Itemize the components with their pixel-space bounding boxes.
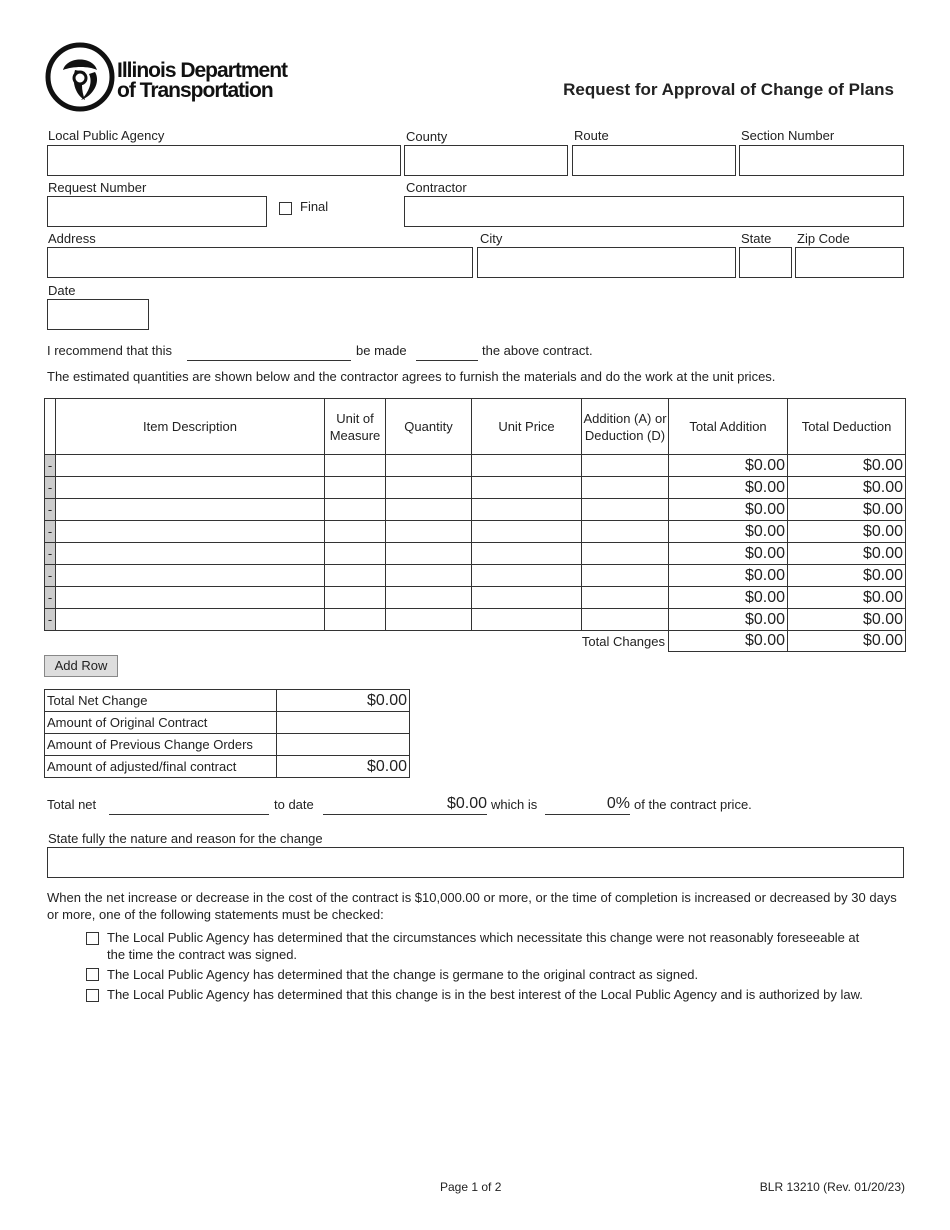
total-deduction-cell: $0.00 xyxy=(788,587,906,609)
total-deduction-cell: $0.00 xyxy=(788,609,906,631)
total-net-type-field[interactable] xyxy=(109,797,269,815)
total-deduction-cell: $0.00 xyxy=(788,565,906,587)
statement-text-1: The Local Public Agency has determined that the circumstances which necessitate this change were not reasonably foreseeable at the time the contract was signed. xyxy=(107,930,860,962)
table-row xyxy=(45,521,906,543)
adjusted-contract-value: $0.00 xyxy=(277,756,410,778)
zip-code-input[interactable] xyxy=(795,247,904,278)
unit-of-measure-cell[interactable] xyxy=(325,499,386,521)
recommend-text-3: the above contract. xyxy=(482,343,593,358)
previous-change-orders-label: Amount of Previous Change Orders xyxy=(45,734,277,756)
total-deduction-cell: $0.00 xyxy=(788,543,906,565)
remove-row-button[interactable]: - xyxy=(45,499,56,521)
total-deduction-cell: $0.00 xyxy=(788,455,906,477)
contract-summary-table xyxy=(44,689,410,778)
quantity-cell[interactable] xyxy=(386,609,472,631)
unit-price-cell[interactable] xyxy=(472,543,582,565)
total-addition-cell: $0.00 xyxy=(669,455,788,477)
request-number-label: Request Number xyxy=(48,180,147,195)
unit-of-measure-cell[interactable] xyxy=(325,565,386,587)
unit-price-cell[interactable] xyxy=(472,455,582,477)
state-label: State xyxy=(741,231,772,246)
total-changes-addition: $0.00 xyxy=(669,631,788,652)
county-input[interactable] xyxy=(404,145,568,176)
quantity-cell[interactable] xyxy=(386,543,472,565)
total-addition-cell: $0.00 xyxy=(669,521,788,543)
state-input[interactable] xyxy=(739,247,792,278)
logo-line-1: Illinois Department xyxy=(117,59,288,82)
date-input[interactable] xyxy=(47,299,149,330)
statement-checkbox-3[interactable] xyxy=(86,989,99,1002)
recommend-text-2: be made xyxy=(356,343,407,358)
route-label: Route xyxy=(574,128,609,143)
table-row xyxy=(45,587,906,609)
contractor-label: Contractor xyxy=(406,180,467,195)
date-label: Date xyxy=(48,283,76,298)
item-description-header: Item Description xyxy=(56,399,325,455)
quantity-cell[interactable] xyxy=(386,587,472,609)
item-description-cell[interactable] xyxy=(56,543,325,565)
address-label: Address xyxy=(48,231,96,246)
unit-price-cell[interactable] xyxy=(472,521,582,543)
address-input[interactable] xyxy=(47,247,473,278)
remove-column-header xyxy=(45,399,56,455)
statements-intro: When the net increase or decrease in the cost of the contract is $10,000.00 or more, or the time of completion is increased or decreased by 30 days or more, one of the following statements must be checked: xyxy=(47,890,897,922)
local-public-agency-input[interactable] xyxy=(47,145,401,176)
total-deduction-cell: $0.00 xyxy=(788,521,906,543)
total-changes-label: Total Changes xyxy=(581,633,665,649)
unit-of-measure-cell[interactable] xyxy=(325,521,386,543)
quantity-cell[interactable] xyxy=(386,455,472,477)
unit-price-header: Unit Price xyxy=(472,399,582,455)
recommend-type-field[interactable] xyxy=(187,343,351,361)
table-row xyxy=(45,455,906,477)
item-description-cell[interactable] xyxy=(56,609,325,631)
idot-emblem-icon xyxy=(45,42,115,112)
estimate-text: The estimated quantities are shown below and the contractor agrees to furnish the materials and do the work at the unit prices. xyxy=(47,369,776,384)
addition-deduction-cell[interactable] xyxy=(582,521,669,543)
local-public-agency-label: Local Public Agency xyxy=(48,128,165,143)
summary-row xyxy=(45,712,410,734)
total-net-change-label: Total Net Change xyxy=(45,690,277,712)
remove-row-button[interactable]: - xyxy=(45,587,56,609)
add-row-button[interactable]: Add Row xyxy=(44,655,118,677)
contractor-input[interactable] xyxy=(404,196,904,227)
zip-code-label: Zip Code xyxy=(797,231,850,246)
quantity-cell[interactable] xyxy=(386,499,472,521)
total-net-change-value: $0.00 xyxy=(277,690,410,712)
addition-deduction-cell[interactable] xyxy=(582,609,669,631)
unit-of-measure-cell[interactable] xyxy=(325,609,386,631)
item-description-cell[interactable] xyxy=(56,521,325,543)
to-date-value: $0.00 xyxy=(323,796,487,815)
quantity-cell[interactable] xyxy=(386,477,472,499)
recommend-text-1: I recommend that this xyxy=(47,343,172,358)
item-description-cell[interactable] xyxy=(56,587,325,609)
recommend-relation-field[interactable] xyxy=(416,343,478,361)
quantity-header: Quantity xyxy=(386,399,472,455)
quantity-cell[interactable] xyxy=(386,521,472,543)
addition-deduction-cell[interactable] xyxy=(582,543,669,565)
unit-of-measure-cell[interactable] xyxy=(325,477,386,499)
summary-row xyxy=(45,690,410,712)
statement-checkbox-2[interactable] xyxy=(86,968,99,981)
item-description-cell[interactable] xyxy=(56,499,325,521)
total-addition-cell: $0.00 xyxy=(669,477,788,499)
unit-price-cell[interactable] xyxy=(472,587,582,609)
table-row xyxy=(45,609,906,631)
to-date-label: to date xyxy=(274,797,314,812)
unit-price-cell[interactable] xyxy=(472,609,582,631)
statement-text-2: The Local Public Agency has determined that the change is germane to the original contract as signed. xyxy=(107,967,699,982)
page-title: Request for Approval of Change of Plans xyxy=(563,80,894,99)
request-number-input[interactable] xyxy=(47,196,267,227)
county-label: County xyxy=(406,129,448,144)
unit-of-measure-cell[interactable] xyxy=(325,587,386,609)
quantity-cell[interactable] xyxy=(386,565,472,587)
addition-deduction-cell[interactable] xyxy=(582,477,669,499)
item-description-cell[interactable] xyxy=(56,455,325,477)
total-addition-cell: $0.00 xyxy=(669,499,788,521)
city-input[interactable] xyxy=(477,247,736,278)
unit-price-cell[interactable] xyxy=(472,565,582,587)
remove-row-button[interactable]: - xyxy=(45,455,56,477)
final-label: Final xyxy=(300,199,329,214)
logo-line-2: of Transportation xyxy=(117,79,273,102)
table-row xyxy=(45,565,906,587)
section-number-label: Section Number xyxy=(741,128,835,143)
total-addition-header: Total Addition xyxy=(669,399,788,455)
total-addition-cell: $0.00 xyxy=(669,565,788,587)
original-contract-label: Amount of Original Contract xyxy=(45,712,277,734)
remove-row-button[interactable]: - xyxy=(45,609,56,631)
total-addition-cell: $0.00 xyxy=(669,609,788,631)
total-net-label: Total net xyxy=(47,797,97,812)
addition-deduction-cell[interactable] xyxy=(582,499,669,521)
addition-deduction-cell[interactable] xyxy=(582,455,669,477)
final-checkbox[interactable] xyxy=(279,202,292,215)
total-addition-cell: $0.00 xyxy=(669,543,788,565)
table-row xyxy=(45,477,906,499)
total-deduction-cell: $0.00 xyxy=(788,499,906,521)
reason-input[interactable] xyxy=(47,847,904,878)
total-deduction-cell: $0.00 xyxy=(788,477,906,499)
remove-row-button[interactable]: - xyxy=(45,565,56,587)
unit-of-measure-header: Unit of Measure xyxy=(325,399,386,455)
remove-row-button[interactable]: - xyxy=(45,521,56,543)
city-label: City xyxy=(480,231,503,246)
total-addition-cell: $0.00 xyxy=(669,587,788,609)
unit-price-cell[interactable] xyxy=(472,499,582,521)
remove-row-button[interactable]: - xyxy=(45,543,56,565)
idot-logo xyxy=(45,42,305,114)
section-number-input[interactable] xyxy=(739,145,904,176)
item-description-cell[interactable] xyxy=(56,565,325,587)
unit-of-measure-cell[interactable] xyxy=(325,543,386,565)
item-description-cell[interactable] xyxy=(56,477,325,499)
contract-price-label: of the contract price. xyxy=(634,797,752,812)
unit-of-measure-cell[interactable] xyxy=(325,455,386,477)
addition-deduction-cell[interactable] xyxy=(582,587,669,609)
form-id: BLR 13210 (Rev. 01/20/23) xyxy=(759,1180,905,1194)
percent-value: 0% xyxy=(545,796,630,815)
total-changes-row xyxy=(45,631,906,652)
addition-deduction-cell[interactable] xyxy=(582,565,669,587)
which-is-label: which is xyxy=(491,797,538,812)
summary-row xyxy=(45,756,410,778)
route-input[interactable] xyxy=(572,145,736,176)
adjusted-contract-label: Amount of adjusted/final contract xyxy=(45,756,277,778)
table-row xyxy=(45,543,906,565)
unit-price-cell[interactable] xyxy=(472,477,582,499)
addition-deduction-header: Addition (A) or Deduction (D) xyxy=(582,399,669,455)
statement-checkbox-1[interactable] xyxy=(86,932,99,945)
statement-text-3: The Local Public Agency has determined that this change is in the best interest of the Local Public Agency and is authorized by law. xyxy=(107,987,863,1002)
page-number: Page 1 of 2 xyxy=(440,1180,502,1194)
total-deduction-header: Total Deduction xyxy=(788,399,906,455)
items-table xyxy=(44,398,906,652)
table-row xyxy=(45,499,906,521)
original-contract-input[interactable] xyxy=(277,712,410,734)
summary-row xyxy=(45,734,410,756)
reason-label: State fully the nature and reason for the change xyxy=(48,831,323,846)
total-changes-deduction: $0.00 xyxy=(788,631,906,652)
remove-row-button[interactable]: - xyxy=(45,477,56,499)
previous-change-orders-input[interactable] xyxy=(277,734,410,756)
